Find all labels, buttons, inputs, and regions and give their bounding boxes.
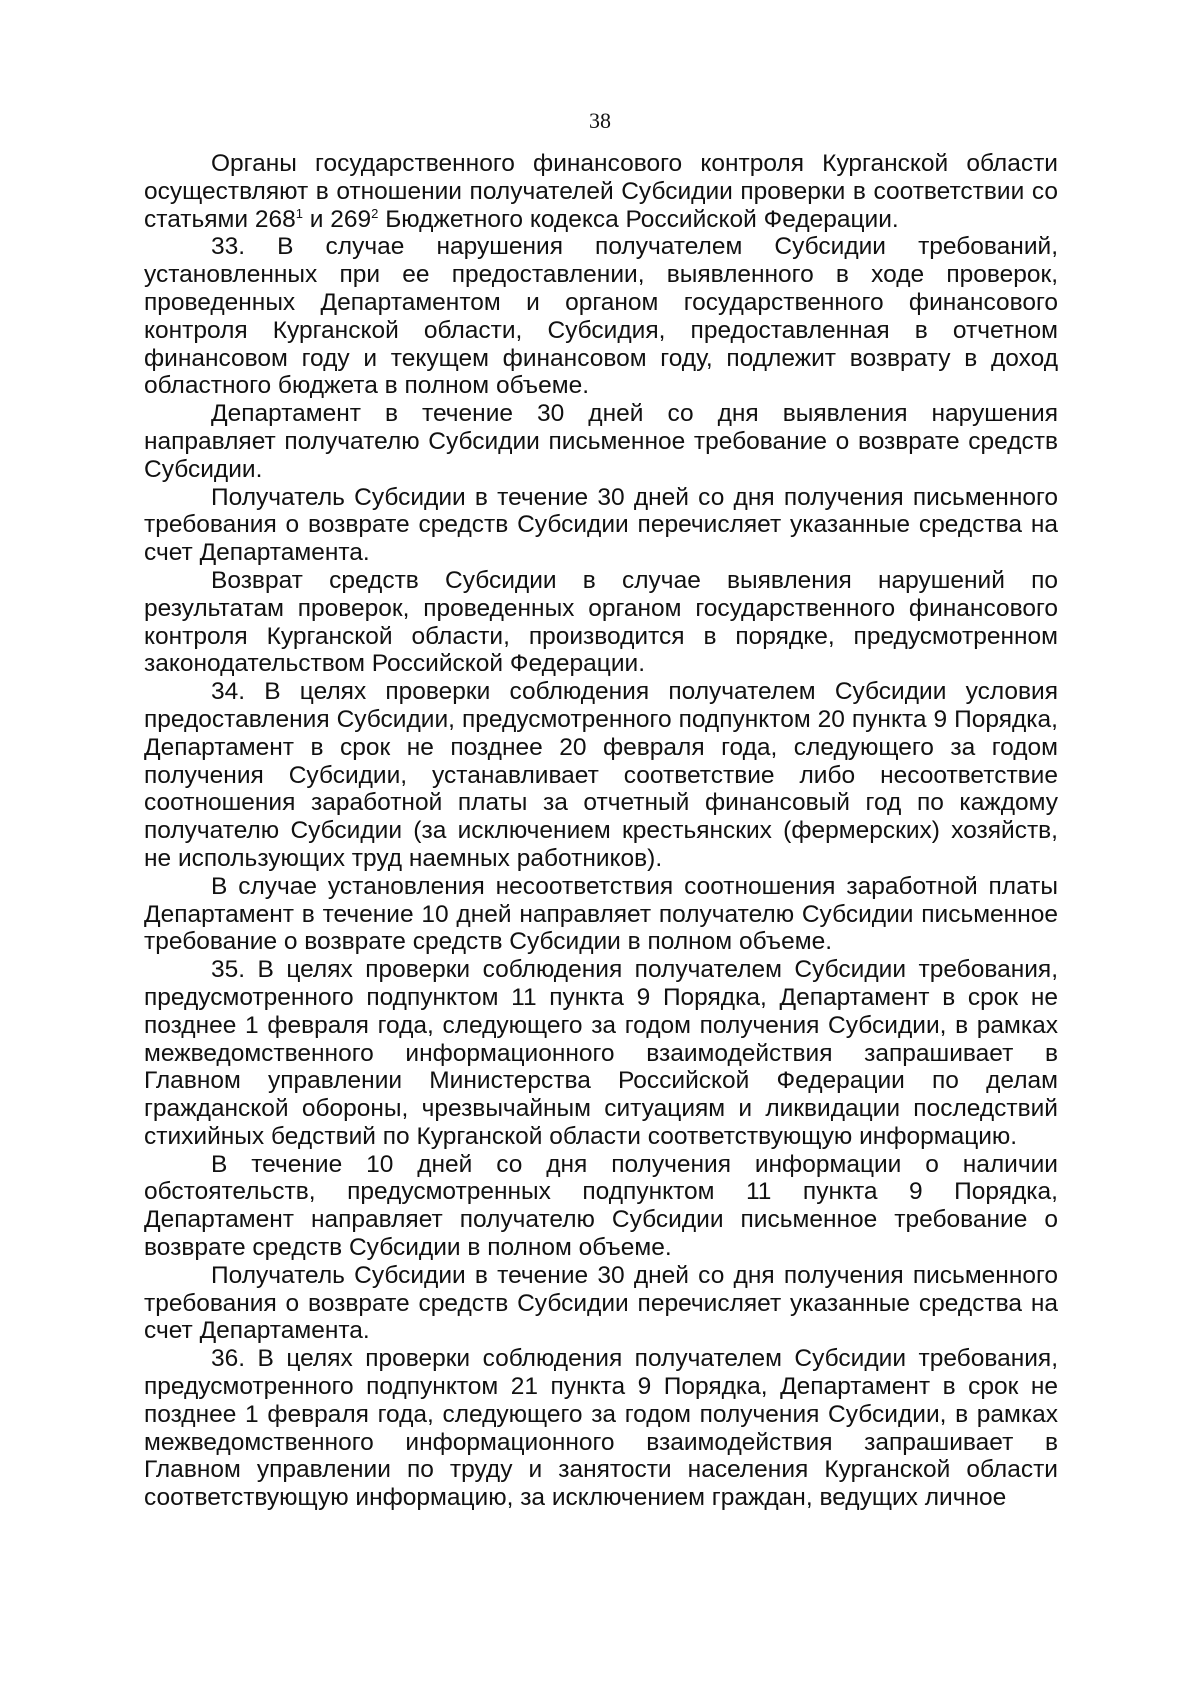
- superscript-2: 2: [371, 205, 379, 221]
- paragraph-36: 36. В целях проверки соблюдения получателем Субсидии требования, предусмотренного подпунктом 21 пункта 9 Порядка, Департамент в срок не позднее 1 февраля года, следующего за годом получения Субсидии, в рамках межведомственного информационного взаимодействия запрашивает в Главном управлении по труду и занятости населения Курганской области соответствующую информацию, за исключением граждан, ведущих личное: [144, 1345, 1058, 1512]
- paragraph-text: Органы государственного финансового контроля Курганской области осуществляют в отношении получателей Субсидии проверки в соответствии со статьями 268: [144, 150, 1058, 233]
- paragraph-33-return: Получатель Субсидии в течение 30 дней со дня получения письменного требования о возврате средств Субсидии перечисляет указанные средства на счет Департамента.: [144, 483, 1058, 567]
- paragraph-34: 34. В целях проверки соблюдения получателем Субсидии условия предоставления Субсидии, предусмотренного подпунктом 20 пункта 9 Порядка, Департамент в срок не позднее 20 февраля года, следующего за годом получения Субсидии, устанавливает соответствие либо несоответствие соотношения заработной платы за отчетный финансовый год по каждому получателю Субсидии (за исключением крестьянских (фермерских) хозяйств, не использующих труд наемных работников).: [144, 678, 1058, 872]
- paragraph-text: и 269: [302, 205, 372, 233]
- paragraph-text: Бюджетного кодекса Российской Федерации.: [378, 205, 899, 233]
- page-number: 38: [589, 108, 611, 133]
- paragraph-35: 35. В целях проверки соблюдения получателем Субсидии требования, предусмотренного подпунктом 11 пункта 9 Порядка, Департамент в срок не позднее 1 февраля года, следующего за годом получения Субсидии, в рамках межведомственного информационного взаимодействия запрашивает в Главном управлении Министерства Российской Федерации по делам гражданской обороны, чрезвычайным ситуациям и ликвидации последствий стихийных бедствий по Курганской области соответствующую информацию.: [144, 956, 1058, 1150]
- paragraph-33-refund-order: Возврат средств Субсидии в случае выявления нарушений по результатам проверок, проведенных органом государственного финансового контроля Курганской области, производится в порядке, предусмотренном законодательством Российской Федерации.: [144, 566, 1058, 678]
- paragraph-35-notice: В течение 10 дней со дня получения информации о наличии обстоятельств, предусмотренных подпунктом 11 пункта 9 Порядка, Департамент направляет получателю Субсидии письменное требование о возврате средств Субсидии в полном объеме.: [144, 1150, 1058, 1262]
- paragraph-33-notice: Департамент в течение 30 дней со дня выявления нарушения направляет получателю Субсидии письменное требование о возврате средств Субсидии.: [144, 400, 1058, 483]
- superscript-1: 1: [295, 205, 303, 221]
- document-body: [144, 150, 1058, 1512]
- paragraph-33: 33. В случае нарушения получателем Субсидии требований, установленных при ее предоставлении, выявленного в ходе проверок, проведенных Департаментом и органом государственного финансового контроля Курганской области, Субсидия, предоставленная в отчетном финансовом году и текущем финансовом году, подлежит возврату в доход областного бюджета в полном объеме.: [144, 233, 1058, 400]
- paragraph-financial-control: [144, 150, 1058, 233]
- paragraph-34-mismatch: В случае установления несоответствия соотношения заработной платы Департамент в течение 10 дней направляет получателю Субсидии письменное требование о возврате средств Субсидии в полном объеме.: [144, 872, 1058, 956]
- paragraph-35-return: Получатель Субсидии в течение 30 дней со дня получения письменного требования о возврате средств Субсидии перечисляет указанные средства на счет Департамента.: [144, 1261, 1058, 1345]
